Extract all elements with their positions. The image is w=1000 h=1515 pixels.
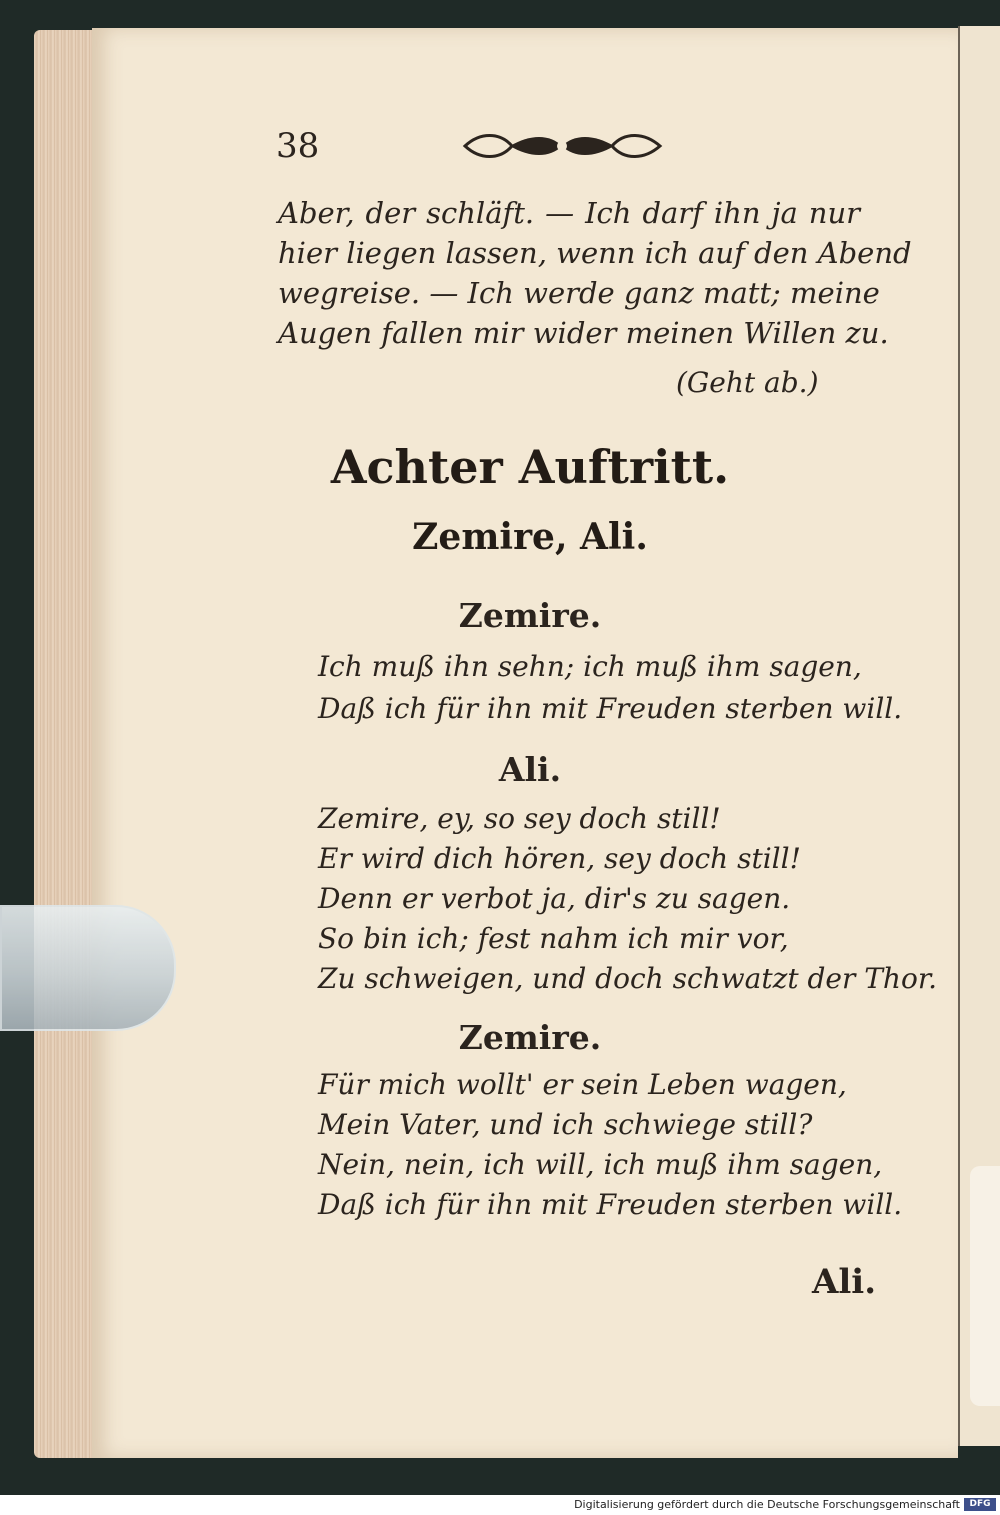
prose-line: Aber, der schläft. — Ich darf ihn ja nur bbox=[278, 196, 860, 230]
prose-line: hier liegen lassen, wenn ich auf den Abend bbox=[278, 236, 912, 270]
verse-line: So bin ich; fest nahm ich mir vor, bbox=[318, 922, 789, 955]
verse-line: Zu schweigen, und doch schwatzt der Thor. bbox=[318, 962, 938, 995]
page-number: 38 bbox=[276, 126, 320, 166]
verse-line: Daß ich für ihn mit Freuden sterben will. bbox=[318, 692, 903, 725]
stage-direction: (Geht ab.) bbox=[676, 366, 819, 399]
dfg-logo: DFG bbox=[964, 1498, 996, 1511]
verse-line: Ich muß ihn sehn; ich muß ihm sagen, bbox=[318, 650, 862, 683]
page-clip bbox=[0, 905, 176, 1031]
verse-line: Für mich wollt' er sein Leben wagen, bbox=[318, 1068, 847, 1101]
facing-page-edge bbox=[958, 26, 1000, 1446]
characters-line: Zemire, Ali. bbox=[412, 516, 648, 558]
verse-line: Nein, nein, ich will, ich muß ihm sagen, bbox=[318, 1148, 883, 1181]
scene-title: Achter Auftritt. bbox=[330, 440, 730, 494]
verse-line: Zemire, ey, so sey doch still! bbox=[318, 802, 721, 835]
catchword: Ali. bbox=[812, 1262, 877, 1302]
funding-credit: Digitalisierung gefördert durch die Deutsche Forschungsgemeinschaft bbox=[574, 1498, 960, 1511]
prose-line: wegreise. — Ich werde ganz matt; meine bbox=[278, 276, 880, 310]
speaker-name: Ali. bbox=[498, 750, 562, 789]
verse-line: Daß ich für ihn mit Freuden sterben will. bbox=[318, 1188, 903, 1221]
prose-line: Augen fallen mir wider meinen Willen zu. bbox=[278, 316, 889, 350]
speaker-name: Zemire. bbox=[458, 1018, 602, 1057]
footer-bar bbox=[0, 1495, 1000, 1515]
verse-line: Denn er verbot ja, dir's zu sagen. bbox=[318, 882, 791, 915]
facing-page-tab bbox=[970, 1166, 1000, 1406]
speaker-name: Zemire. bbox=[458, 596, 602, 635]
verse-line: Mein Vater, und ich schwiege still? bbox=[318, 1108, 813, 1141]
ornament-icon bbox=[460, 128, 665, 164]
verse-line: Er wird dich hören, sey doch still! bbox=[318, 842, 801, 875]
